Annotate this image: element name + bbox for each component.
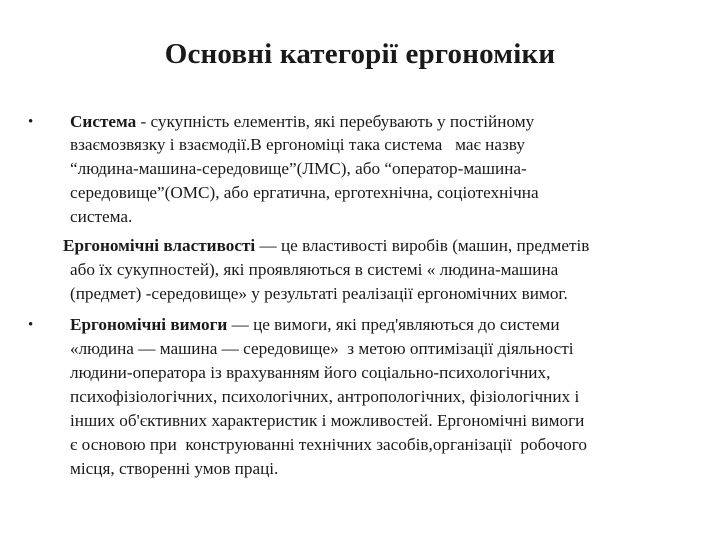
item-requirements-line-5: інших об'єктивних характеристик і можливостей. Ергономічні вимоги bbox=[70, 411, 585, 430]
item-requirements-line-3: людини-оператора із врахуванням його соціально-психологічних, bbox=[70, 363, 551, 382]
item-system-line-4: середовище”(ОМС), або ергатична, ерготехнічна, соціотехнічна bbox=[70, 183, 539, 202]
term-system: Система bbox=[70, 112, 137, 131]
term-requirements: Ергономічні вимоги bbox=[70, 315, 228, 334]
item-system-line-3: “людина-машина-середовище”(ЛМС), або “оператор-машина- bbox=[70, 159, 527, 178]
bullet-icon: • bbox=[28, 114, 34, 130]
item-system-line-1: Система - сукупність елементів, які перебувають у постійному bbox=[70, 112, 535, 131]
item-requirements-line-1: Ергономічні вимоги — це вимоги, які пред'являються до системи bbox=[70, 315, 560, 334]
item-properties-line-2: або їх сукупностей), які проявляються в системі « людина-машина bbox=[70, 260, 559, 279]
term-properties: Ергономічні властивості bbox=[63, 236, 256, 255]
item-system-line-5: система. bbox=[70, 207, 133, 226]
item-system-line-2: взаємозвязку і взаємодії.В ергономіці така система має назву bbox=[70, 135, 525, 154]
item-properties-line-1: Ергономічні властивості — це властивості виробів (машин, предметів bbox=[63, 236, 590, 255]
item-requirements-line-6: є основою при конструюванні технічних засобів,організації робочого bbox=[70, 435, 587, 454]
item-requirements-line-2: «людина — машина — середовище» з метою оптимізації діяльності bbox=[70, 339, 574, 358]
bullet-icon: • bbox=[28, 317, 34, 333]
item-requirements-line-4: психофізіологічних, психологічних, антропологічних, фізіологічних і bbox=[70, 387, 580, 406]
slide-title: Основні категорії ергономіки bbox=[164, 38, 556, 70]
item-requirements-line-7: місця, створенні умов праці. bbox=[70, 459, 279, 478]
item-properties-line-3: (предмет) -середовище» у результаті реалізації ергономічних вимог. bbox=[70, 284, 568, 303]
